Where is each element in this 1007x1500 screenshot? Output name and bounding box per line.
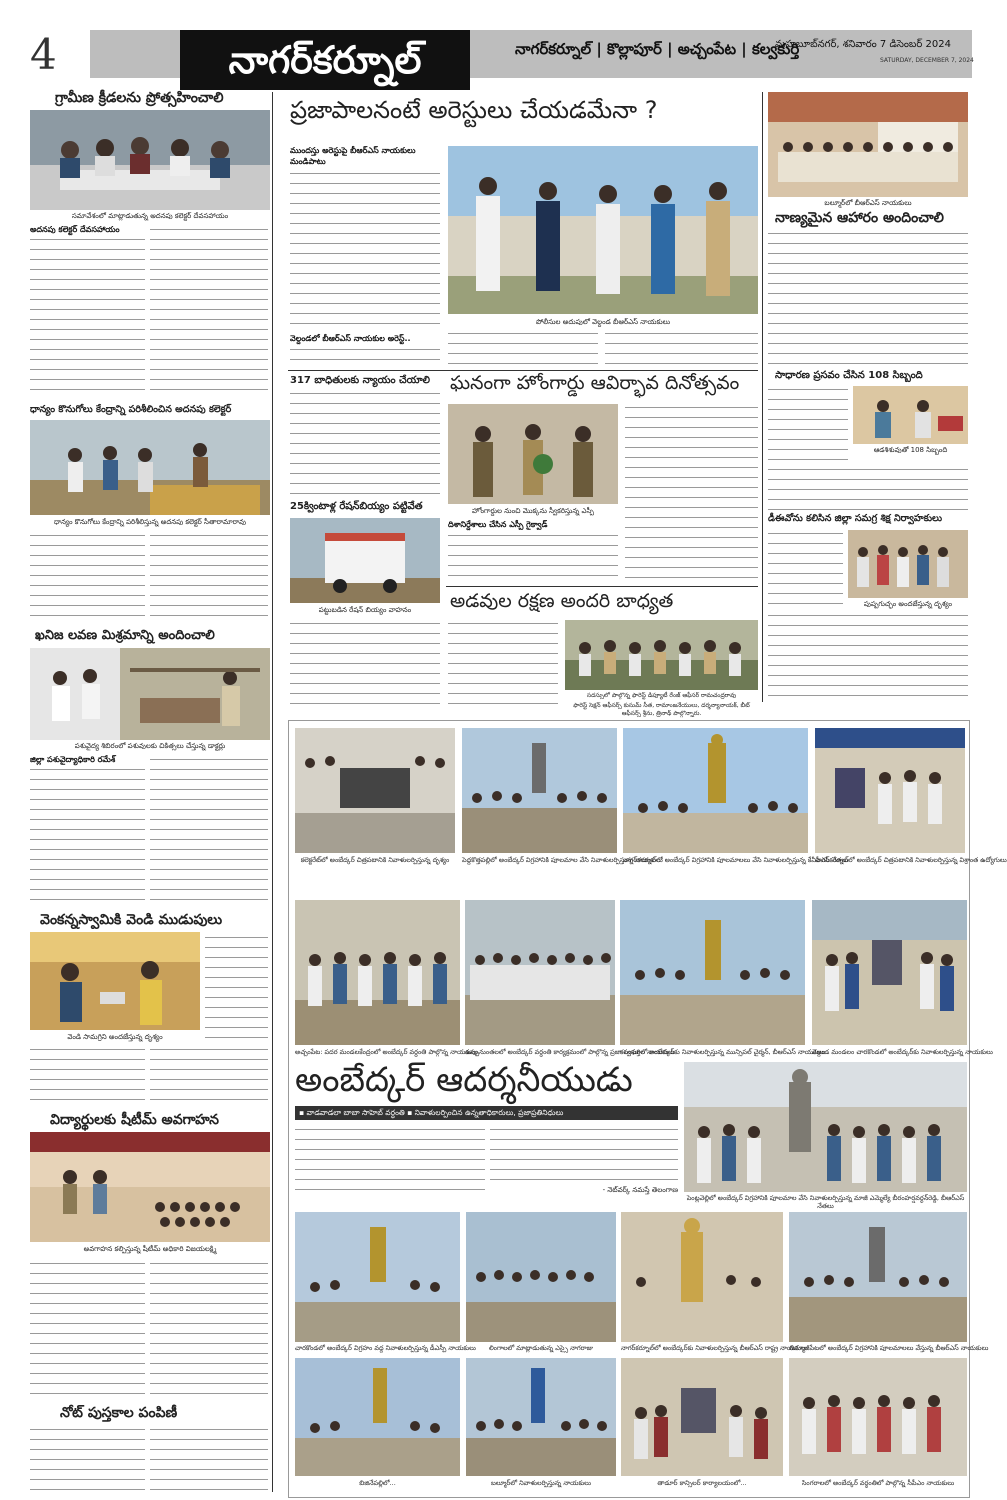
article-text [150, 1426, 268, 1490]
news-photo [848, 530, 968, 598]
headline: సాధారణ ప్రసవం చేసిన 108 సిబ్బంది [775, 370, 923, 381]
news-photo [295, 728, 455, 853]
photo-caption: పోలీసుల అదుపులో వెల్దండ బీఆర్ఎస్ నాయకులు [535, 318, 671, 326]
news-photo [30, 932, 200, 1030]
date-telugu: మహబూబ్‌నగర్, శనివారం 7 డిసెంబర్ 2024 [775, 39, 951, 50]
article-text [30, 532, 145, 622]
photo-caption: వెల్దండ మండలం చారకొండలో అంబేద్కర్‌కు నివాళులర్పిస్తున్న నాయకులు [812, 1048, 993, 1056]
photo-caption: తిమ్మాజీపేటలో అంబేద్కర్ విగ్రహానికి పూలమాలలు వేస్తున్న బీఆర్ఎస్ నాయకులు [789, 1344, 989, 1352]
article-text [290, 170, 440, 330]
photo-caption: పుష్పగుచ్ఛం అందజేస్తున్న దృశ్యం [863, 600, 953, 608]
divider [446, 586, 758, 587]
news-photo [295, 900, 460, 1045]
photo-caption: నాగర్‌కర్నూల్‌లో అంబేద్కర్ విగ్రహానికి పూలమాలలు వేసి నివాళులర్పిస్తున్న కేవీపీఎస్ నేతలు [623, 856, 849, 864]
photo-caption: బల్మూర్‌లో నివాళులర్పిస్తున్న నాయకులు [491, 1479, 591, 1487]
article-text [290, 346, 440, 366]
article-text [768, 466, 968, 510]
article-text [448, 620, 558, 705]
headline: 25క్వింటాళ్ల రేషన్‌బియ్యం పట్టివేత [290, 501, 423, 512]
ambedkar-headline: అంబేద్కర్ ఆదర్శనీయుడు [295, 1060, 633, 1100]
photo-caption: కలెక్టరేట్‌లో అంబేద్కర్ చిత్రపటానికి నివాళులర్పిస్తున్న దృశ్యం [300, 856, 450, 864]
kicker: ముందస్తు అరెస్టుపై బీఆర్ఎస్ నాయకులు మండిపాటు [290, 146, 416, 166]
news-photo [30, 110, 270, 210]
town-list: నాగర్‌కర్నూల్ | కొల్లాపూర్ | అచ్చంపేట | కల్వకుర్తి [515, 40, 800, 58]
news-photo [465, 900, 615, 1045]
date-english: SATURDAY, DECEMBER 7, 2024 [880, 57, 974, 64]
article-text [290, 620, 440, 705]
news-photo [448, 146, 758, 314]
headline: డీఈవోను కలిసిన జిల్లా సమగ్ర శిక్ష నిర్వాహకులు [768, 513, 943, 524]
subhead: అదనపు కలెక్టర్ దేవసహాయం [30, 225, 120, 234]
news-photo [466, 1358, 616, 1476]
photo-caption: కల్వకుర్తిలో అంబేద్కర్‌కు నివాళులర్పిస్తున్న మున్సిపల్ చైర్మన్, బీఆర్ఎస్ నాయకులు [620, 1048, 826, 1056]
news-photo [853, 386, 968, 444]
headline: ఘనంగా హోంగార్డు ఆవిర్భావ దినోత్సవం [450, 372, 740, 394]
news-photo [30, 648, 270, 740]
news-photo [621, 1212, 783, 1342]
photo-caption: చారకొండలో అంబేద్కర్ విగ్రహం వద్ద నివాళులర్పిస్తున్న డీఎస్పీ నాయకులు [295, 1344, 476, 1352]
subhead: వెల్దండలో బీఆర్ఎస్ నాయకుల అరెస్ట్.. [290, 334, 411, 343]
photo-caption: హోంగార్డుల నుంచి మొక్కను స్వీకరిస్తున్న ఎస్పీ [472, 507, 594, 515]
news-photo [290, 518, 440, 603]
headline: నాణ్యమైన ఆహారం అందించాలి [775, 210, 944, 226]
column-rule [762, 92, 763, 702]
news-photo [30, 420, 270, 515]
news-photo [815, 728, 965, 853]
article-text [295, 1126, 485, 1192]
article-text [290, 390, 440, 495]
article-text [605, 330, 758, 366]
photo-caption: ధాన్యం కొనుగోలు కేంద్రాన్ని పరిశీలిస్తున్న అదనపు కలెక్టర్ సీతారామారావు [54, 518, 246, 526]
article-text [768, 612, 968, 702]
headline: వెంకన్నస్వామికి వెండి ముడుపులు [40, 912, 223, 928]
news-photo [295, 1358, 460, 1476]
headline: ఖనిజ లవణ మిశ్రమాన్ని అందించాలి [35, 628, 215, 643]
news-photo [466, 1212, 616, 1342]
news-photo [620, 900, 805, 1045]
column-rule [272, 92, 273, 1492]
photo-caption: పశువైద్య శిబిరంలో పశువులకు చికిత్సలు చేస్తున్న డాక్టర్లు [74, 742, 226, 750]
news-photo [621, 1358, 783, 1476]
article-text [30, 1046, 145, 1106]
news-photo [462, 728, 617, 853]
article-text [150, 532, 268, 622]
article-text [490, 1126, 678, 1184]
article-text [448, 330, 598, 366]
photo-caption: సదస్సులో పాల్గొన్న ఫారెస్ట్ డిప్యూటీ రేంజ్ ఆఫీసర్ రామచంద్రరావు [586, 692, 737, 699]
article-text [30, 766, 145, 906]
article-text: ఫారెస్ట్ సెక్షన్ ఆఫీసర్స్ కుసుమ్ సీత, రామాంజనేయులు, దర్శన్యానాయక్, బీట్ ఆఫీసర్స్ శ్రీను, త్రినాథ్ పాల్గొన్నారు. [573, 702, 750, 717]
photo-caption: నాగర్‌కర్నూల్‌లో అంబేద్కర్ చిత్రపటానికి నివాళులర్పిస్తున్న విశ్రాంత ఉద్యోగులు [815, 856, 1007, 864]
photo-caption: వెండి సామగ్రిని అందజేస్తున్న దృశ్యం [67, 1033, 163, 1041]
subhead: దిశానిర్దేశాలు చేసిన ఎస్పీ గైక్వాడ్ [448, 520, 548, 529]
news-photo [789, 1212, 967, 1342]
news-photo [30, 1132, 270, 1242]
headline: అడవుల రక్షణ అందరి బాధ్యత [450, 590, 674, 612]
article-text [150, 1046, 268, 1106]
byline: - నెట్‌వర్క్ నమస్తే తెలంగాణ [602, 1186, 678, 1194]
photo-caption: సమావేశంలో మాట్లాడుతున్న అదనపు కలెక్టర్ దేవసహాయం [71, 212, 229, 220]
photo-caption: తాడూర్ కాన్సిలర్ కార్యాలయంలో... [657, 1479, 747, 1487]
subhead: జిల్లా పశువైద్యాధికారి రమేశ్ [30, 755, 116, 764]
page-number: 4 [30, 30, 57, 79]
headline: నోట్ పుస్తకాల పంపిణీ [60, 1405, 178, 1421]
article-text [30, 1260, 145, 1400]
headline-strap: ▪ వాడవాడలా బాబా సాహెబ్ వర్ధంతి ▪ నివాళులర్పించిన ఉన్నతాధికారులు, ప్రజాప్రతినిధులు [295, 1106, 678, 1120]
news-photo [768, 92, 968, 197]
news-photo [684, 1062, 967, 1192]
headline: 317 బాధితులకు న్యాయం చేయాలి [290, 375, 431, 386]
news-photo [565, 620, 758, 690]
article-text [150, 226, 268, 396]
photo-caption: నాగర్‌కర్నూల్‌లో అంబేద్కర్‌కు నివాళులర్పిస్తున్న బీఆర్ఎస్ రాష్ట్ర నాయకులు [621, 1344, 808, 1352]
photo-caption: ఉప్పునుంతలలో అంబేద్కర్ వర్ధంతి కార్యక్రమంలో పాల్గొన్న ప్రజా సంఘాల నాయకులు [465, 1048, 675, 1056]
photo-caption: సింగరాలలో అంబేద్కర్ వర్ధంతిలో పాల్గొన్న సీపీఎం నాయకులు [801, 1479, 955, 1487]
news-photo [295, 1212, 460, 1342]
article-text [30, 236, 145, 396]
article-text [768, 386, 848, 466]
article-text [448, 532, 618, 582]
photo-caption: ఆడశిశువుతో 108 సిబ్బంది [873, 446, 948, 454]
article-text [205, 934, 268, 1044]
headline: గ్రామీణ క్రీడలను ప్రోత్సహించాలి [55, 90, 224, 106]
article-text [625, 404, 758, 582]
news-photo [789, 1358, 967, 1476]
photo-caption: పెంట్లవెల్లిలో అంబేద్కర్ విగ్రహానికి పూలమాల వేసి నివాళులర్పిస్తున్న మాజీ ఎమ్మెల్యే బీరంహర్షవర్ధన్‌రెడ్డి, బీఆర్ఎస్ నేతలు [686, 1194, 965, 1210]
photo-caption: లింగాలలో మాట్లాడుతున్న ఎస్సై నాగరాజు [488, 1344, 594, 1352]
section-title: నాగర్‌కర్నూల్ [180, 30, 470, 90]
article-text [150, 1260, 268, 1400]
article-text [768, 230, 968, 365]
photo-caption: అవగాహన కల్పిస్తున్న షీటీమ్ అధికారి విజయలక్ష్మి [83, 1245, 217, 1253]
news-photo [812, 900, 967, 1045]
photo-caption: బల్మూర్‌లో బీఆర్ఎస్ నాయకులు [824, 199, 912, 207]
article-text [768, 530, 843, 610]
photo-caption: అచ్చంపేట: పదర మండలకేంద్రంలో అంబేద్కర్ వర్ధంతి పాల్గొన్న నాయకులు [295, 1048, 478, 1056]
headline: విద్యార్థులకు షీటీమ్ అవగాహన [50, 1112, 219, 1128]
photo-caption: పట్టుబడిన రేషన్ బియ్యం వాహనం [318, 606, 412, 614]
main-headline: ప్రజాపాలనంటే అరెస్టులు చేయడమేనా ? [290, 96, 658, 124]
news-photo [448, 404, 618, 504]
divider [288, 370, 758, 371]
headline: ధాన్యం కొనుగోలు కేంద్రాన్ని పరిశీలించిన అదనపు కలెక్టర్ [30, 404, 232, 415]
article-text [30, 1426, 145, 1490]
photo-caption: పెద్దకొత్తపల్లిలో అంబేద్కర్ విగ్రహానికి పూలమాల వేసి నివాళులర్పిస్తున్న నాయకులు [462, 856, 663, 864]
photo-caption: బిజినేపల్లిలో... [359, 1479, 396, 1487]
article-text [150, 756, 268, 906]
news-photo [623, 728, 808, 853]
